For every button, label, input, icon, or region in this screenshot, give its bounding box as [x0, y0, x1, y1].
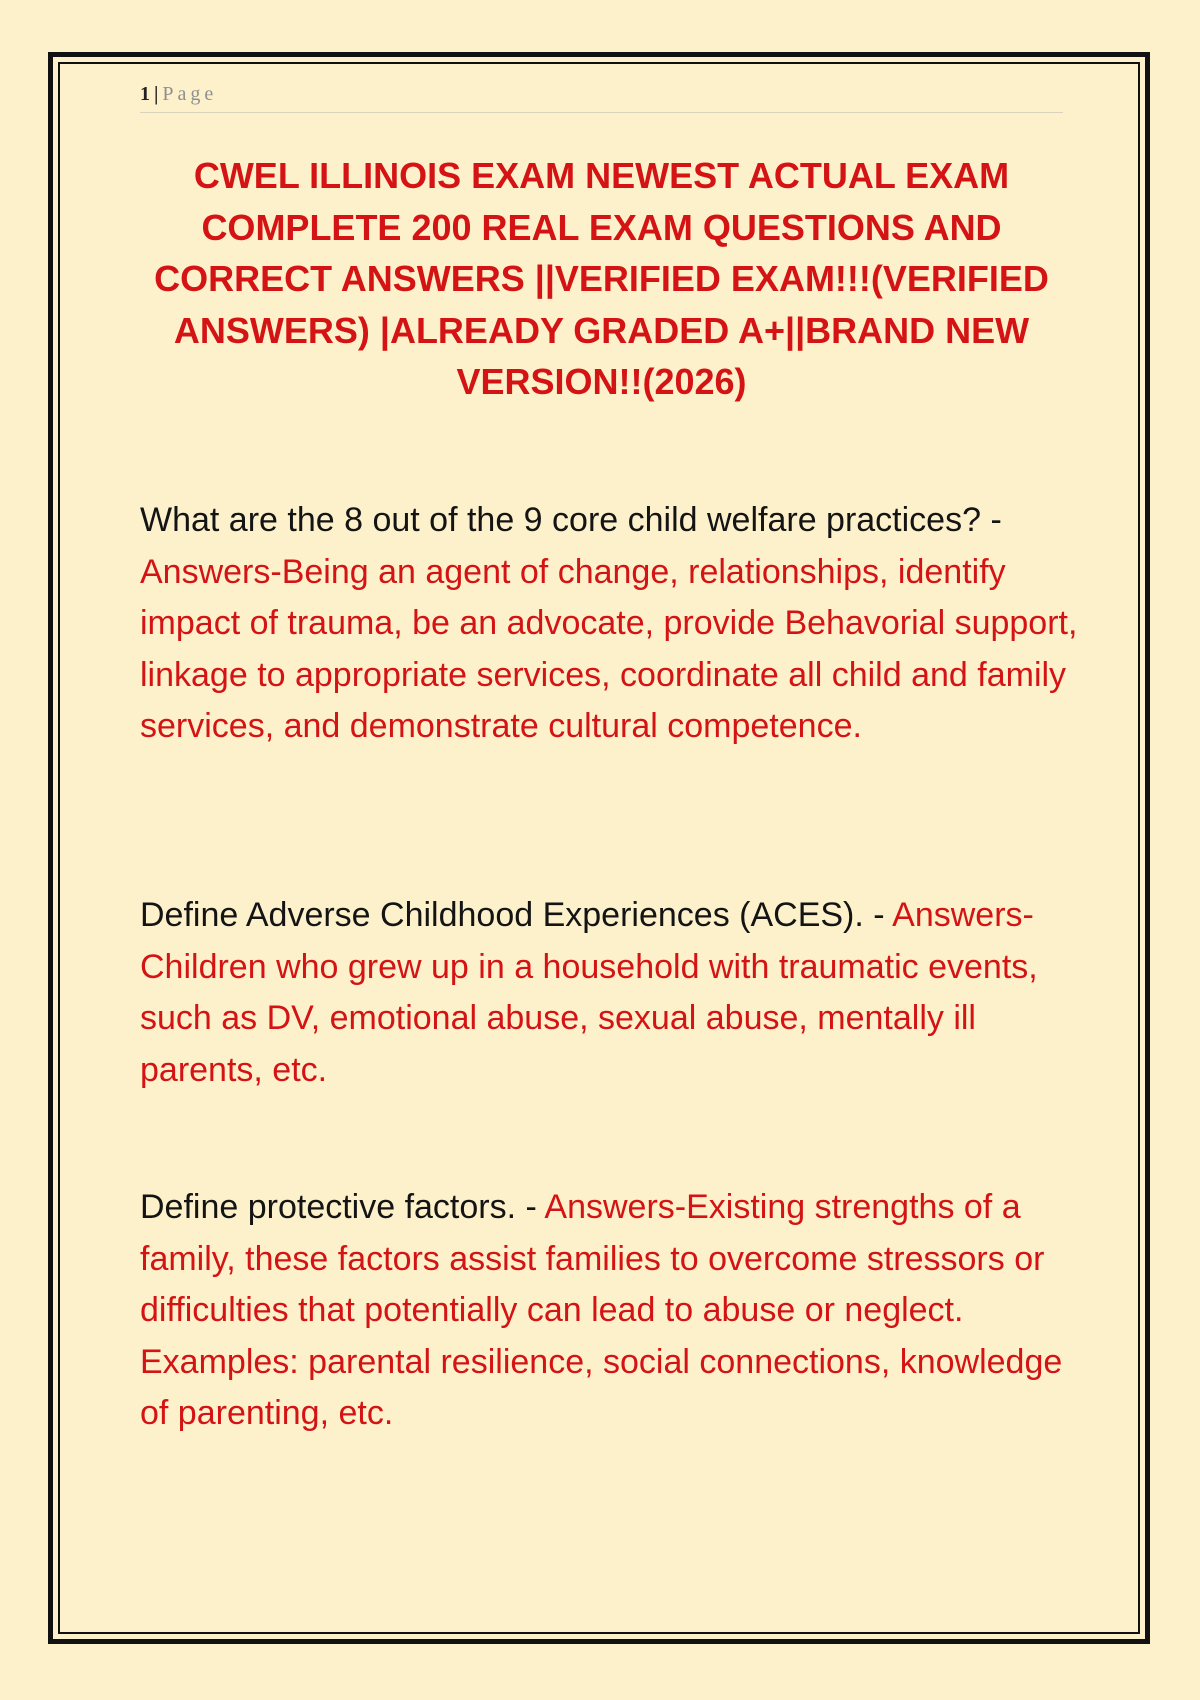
- page-number: 1: [140, 83, 150, 105]
- page-header: [140, 80, 1063, 113]
- question-text: What are the 8 out of the 9 core child welfare practices? -: [140, 501, 1002, 539]
- answer-text: Answers-Being an agent of change, relationships, identify impact of trauma, be an advocate, provide Behavorial support, linkage to appropriate services, coordinate all child and family services, and demonstrate cultural competence.: [140, 552, 1078, 745]
- question-text: Define protective factors. -: [140, 1188, 545, 1226]
- answer-text: Answers-Children who grew up in a household with traumatic events, such as DV, emotional abuse, sexual abuse, mentally ill parents, etc.: [140, 896, 1038, 1089]
- answer-text: Answers-Existing strengths of a family, these factors assist families to overcome stressors or difficulties that potentially can lead to abuse or neglect. Examples: parental resilience, social connections, knowledge of parenting, etc.: [140, 1188, 1063, 1432]
- document-title: CWEL ILLINOIS EXAM NEWEST ACTUAL EXAM COMPLETE 200 REAL EXAM QUESTIONS AND CORRECT ANSWERS ||VERIFIED EXAM!!!(VERIFIED ANSWERS) |ALREADY GRADED A+||BRAND NEW VERSION!!(2026): [154, 155, 1049, 402]
- page-separator: |: [154, 83, 159, 105]
- qa-item: [140, 890, 1080, 1096]
- qa-item: [140, 1182, 1080, 1440]
- qa-item: [140, 495, 1080, 753]
- question-text: Define Adverse Childhood Experiences (ACES). -: [140, 896, 893, 934]
- page-label: Page: [162, 83, 218, 105]
